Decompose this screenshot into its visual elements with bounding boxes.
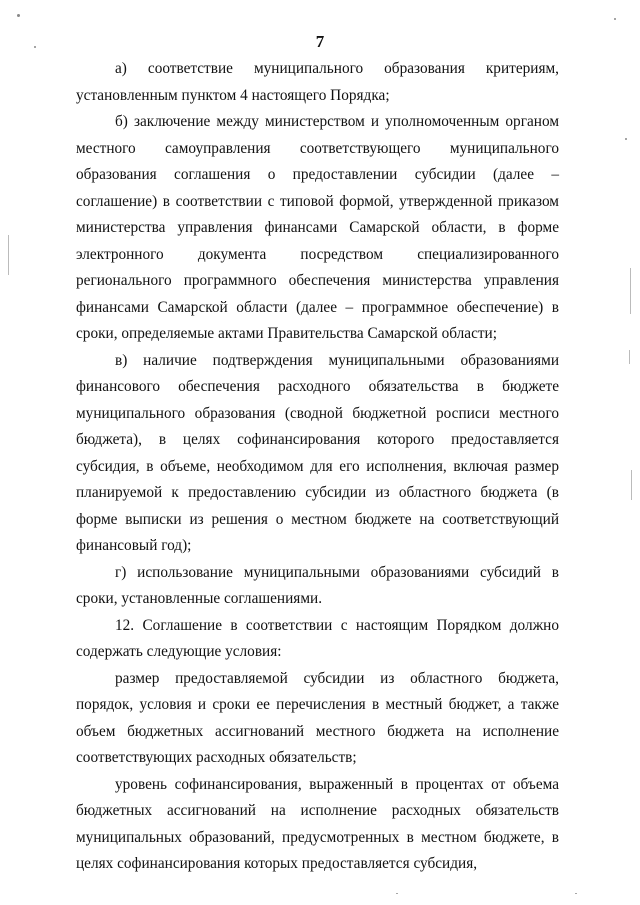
- scan-edge-mark: [8, 235, 9, 275]
- paragraph-subsidy-size: размер предоставляемой субсидии из областного бюджета, порядок, условия и сроки ее перечисления в местный бюджет, а также объем бюджетных ассигнований местного бюджета на исполнение соответствующих расходных обязательств;: [76, 669, 559, 766]
- scan-edge-mark: [630, 268, 631, 314]
- paragraph-b: б) заключение между министерством и уполномоченным органом местного самоуправления соответствующего муниципального образования соглашения о предоставлении субсидии (далее – соглашение) в соответствии с типовой формой, утвержденной приказом министерства управления финансами Самарской области, в форме электронного документа посредством специализированного регионального программного обеспечения министерства управления финансами Самарской области (далее – программное обеспечение) в сроки, определяемые актами Правительства Самарской области;: [76, 113, 559, 342]
- scan-speck: [396, 893, 398, 894]
- scan-speck: [34, 46, 36, 48]
- scan-speck: [575, 893, 577, 894]
- paragraph-v: в) наличие подтверждения муниципальными образованиями финансового обеспечения расходного обязательства в бюджете муниципального образования (сводной бюджетной росписи местного бюджета), в целях софинансирования которого предоставляется субсидия, в объеме, необходимом для его исполнения, включая размер планируемой к предоставлению субсидии из областного бюджета (в форме выписки из решения о местном бюджете на соответствующий финансовый год);: [76, 351, 559, 554]
- scan-speck: [17, 14, 20, 17]
- paragraph-12: 12. Соглашение в соответствии с настоящим Порядком должно содержать следующие условия:: [76, 616, 559, 660]
- scan-speck: [625, 138, 627, 140]
- document-body: [76, 56, 559, 878]
- scan-speck: [614, 18, 616, 20]
- scan-edge-mark: [629, 350, 630, 364]
- paragraph-cofinancing-level: уровень софинансирования, выраженный в процентах от объема бюджетных ассигнований на исполнение расходных обязательств муниципальных образований, предусмотренных в местном бюджете, в целях софинансирования которых предоставляется субсидия,: [76, 775, 559, 872]
- scan-edge-mark: [631, 470, 632, 500]
- page-number: 7: [315, 32, 325, 51]
- paragraph-a: а) соответствие муниципального образования критериям, установленным пунктом 4 настоящего Порядка;: [76, 60, 559, 104]
- paragraph-g: г) использование муниципальными образованиями субсидий в сроки, установленные соглашениями.: [76, 563, 559, 607]
